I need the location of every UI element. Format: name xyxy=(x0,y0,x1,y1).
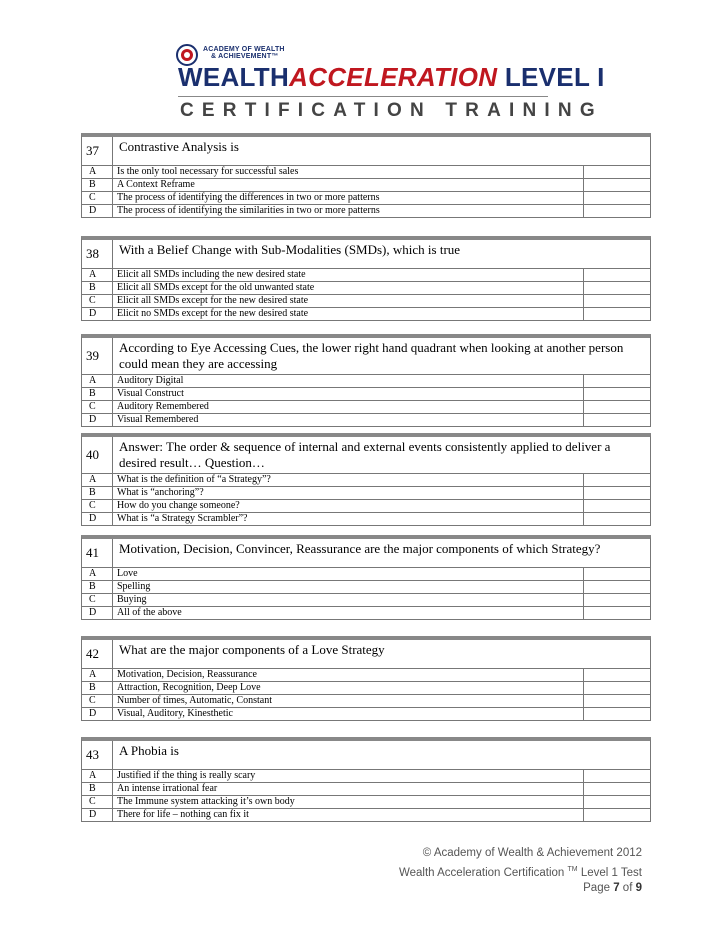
question-header xyxy=(82,539,650,568)
answer-row xyxy=(82,783,650,796)
answer-mark-box[interactable] xyxy=(584,308,650,320)
question-number: 37 xyxy=(82,137,113,165)
answer-row xyxy=(82,308,650,320)
answer-letter: D xyxy=(82,205,113,217)
question-table xyxy=(81,334,651,427)
answer-text: The Immune system attacking it’s own body xyxy=(113,796,584,808)
answer-mark-box[interactable] xyxy=(584,166,650,178)
answer-text: Spelling xyxy=(113,581,584,593)
answer-text: What is “a Strategy Scrambler”? xyxy=(113,513,584,525)
answer-letter: B xyxy=(82,282,113,294)
answer-row xyxy=(82,474,650,487)
answer-mark-box[interactable] xyxy=(584,682,650,694)
answer-letter: B xyxy=(82,388,113,400)
question-header xyxy=(82,741,650,770)
answer-row xyxy=(82,282,650,295)
answer-letter: D xyxy=(82,607,113,619)
answer-mark-box[interactable] xyxy=(584,269,650,281)
question-number: 38 xyxy=(82,240,113,268)
copyright-line: © Academy of Wealth & Achievement 2012 xyxy=(422,847,642,859)
answer-letter: B xyxy=(82,682,113,694)
question-text: Contrastive Analysis is xyxy=(119,139,239,154)
answer-letter: C xyxy=(82,401,113,413)
academy-name: ACADEMY OF WEALTH & ACHIEVEMENT™ xyxy=(203,46,285,60)
answer-row xyxy=(82,269,650,282)
answer-mark-box[interactable] xyxy=(584,568,650,580)
question-number: 41 xyxy=(82,539,113,567)
answer-row xyxy=(82,809,650,821)
answer-row xyxy=(82,414,650,426)
answer-mark-box[interactable] xyxy=(584,500,650,512)
question-table xyxy=(81,236,651,321)
answer-row xyxy=(82,487,650,500)
answer-text: Visual Construct xyxy=(113,388,584,400)
answer-letter: A xyxy=(82,669,113,681)
answer-mark-box[interactable] xyxy=(584,375,650,387)
answer-row xyxy=(82,568,650,581)
answer-letter: D xyxy=(82,809,113,821)
banner-title: WEALTHACCELERATION LEVEL I xyxy=(178,62,605,92)
answer-row xyxy=(82,401,650,414)
answer-text: What is “anchoring”? xyxy=(113,487,584,499)
answer-mark-box[interactable] xyxy=(584,487,650,499)
answer-letter: A xyxy=(82,166,113,178)
answer-mark-box[interactable] xyxy=(584,192,650,204)
question-text: A Phobia is xyxy=(119,743,179,758)
page-footer xyxy=(399,846,642,896)
answer-text: A Context Reframe xyxy=(113,179,584,191)
answer-row xyxy=(82,682,650,695)
answer-letter: A xyxy=(82,375,113,387)
answer-mark-box[interactable] xyxy=(584,295,650,307)
answer-letter: B xyxy=(82,179,113,191)
question-number: 40 xyxy=(82,437,113,473)
answer-letter: B xyxy=(82,487,113,499)
answer-row xyxy=(82,205,650,217)
answer-text: There for life – nothing can fix it xyxy=(113,809,584,821)
answer-mark-box[interactable] xyxy=(584,179,650,191)
answer-row xyxy=(82,770,650,783)
question-header xyxy=(82,338,650,375)
answer-mark-box[interactable] xyxy=(584,695,650,707)
answer-letter: C xyxy=(82,796,113,808)
answer-letter: A xyxy=(82,770,113,782)
answer-text: Justified if the thing is really scary xyxy=(113,770,584,782)
question-header xyxy=(82,437,650,474)
question-number: 39 xyxy=(82,338,113,374)
banner-divider xyxy=(178,96,548,97)
answer-text: Buying xyxy=(113,594,584,606)
question-text: Answer: The order & sequence of internal and external events consistently applied to deliver a desired result… Question… xyxy=(119,439,611,470)
answer-text: How do you change someone? xyxy=(113,500,584,512)
answer-text: Visual, Auditory, Kinesthetic xyxy=(113,708,584,720)
question-table xyxy=(81,133,651,218)
answer-text: An intense irrational fear xyxy=(113,783,584,795)
answer-text: The process of identifying the similarities in two or more patterns xyxy=(113,205,584,217)
banner-subtitle: CERTIFICATION TRAINING xyxy=(180,100,603,121)
question-table xyxy=(81,737,651,822)
answer-row xyxy=(82,192,650,205)
answer-letter: C xyxy=(82,594,113,606)
answer-text: Elicit all SMDs including the new desired state xyxy=(113,269,584,281)
answer-mark-box[interactable] xyxy=(584,708,650,720)
answer-mark-box[interactable] xyxy=(584,205,650,217)
answer-row xyxy=(82,500,650,513)
answer-letter: A xyxy=(82,568,113,580)
question-table xyxy=(81,433,651,526)
question-header xyxy=(82,240,650,269)
answer-letter: D xyxy=(82,513,113,525)
answer-text: All of the above xyxy=(113,607,584,619)
answer-text: Number of times, Automatic, Constant xyxy=(113,695,584,707)
answer-letter: A xyxy=(82,474,113,486)
answer-letter: D xyxy=(82,708,113,720)
answer-mark-box[interactable] xyxy=(584,401,650,413)
answer-mark-box[interactable] xyxy=(584,796,650,808)
answer-mark-box[interactable] xyxy=(584,809,650,821)
page-number: Page 7 of 9 xyxy=(583,881,642,894)
answer-letter: C xyxy=(82,192,113,204)
answer-text: Attraction, Recognition, Deep Love xyxy=(113,682,584,694)
answer-letter: A xyxy=(82,269,113,281)
answer-row xyxy=(82,796,650,809)
answer-mark-box[interactable] xyxy=(584,669,650,681)
answer-row xyxy=(82,581,650,594)
answer-mark-box[interactable] xyxy=(584,594,650,606)
question-number: 42 xyxy=(82,640,113,668)
answer-row xyxy=(82,607,650,619)
answer-letter: C xyxy=(82,695,113,707)
answer-text: Is the only tool necessary for successful sales xyxy=(113,166,584,178)
answer-text: Visual Remembered xyxy=(113,414,584,426)
question-table xyxy=(81,636,651,721)
question-number: 43 xyxy=(82,741,113,769)
answer-text: Elicit all SMDs except for the old unwanted state xyxy=(113,282,584,294)
answer-row xyxy=(82,388,650,401)
question-text: With a Belief Change with Sub-Modalities (SMDs), which is true xyxy=(119,242,461,257)
answer-letter: B xyxy=(82,783,113,795)
answer-text: Auditory Remembered xyxy=(113,401,584,413)
answer-letter: C xyxy=(82,500,113,512)
answer-letter: C xyxy=(82,295,113,307)
answer-mark-box[interactable] xyxy=(584,607,650,619)
question-header xyxy=(82,137,650,166)
question-table xyxy=(81,535,651,620)
answer-letter: B xyxy=(82,581,113,593)
answer-text: Elicit no SMDs except for the new desired state xyxy=(113,308,584,320)
answer-text: Love xyxy=(113,568,584,580)
answer-text: Motivation, Decision, Reassurance xyxy=(113,669,584,681)
answer-row xyxy=(82,179,650,192)
certification-line: Wealth Acceleration Certification ™ Level 1 Test xyxy=(398,865,642,879)
answer-mark-box[interactable] xyxy=(584,388,650,400)
answer-mark-box[interactable] xyxy=(584,770,650,782)
answer-text: Elicit all SMDs except for the new desired state xyxy=(113,295,584,307)
question-text: According to Eye Accessing Cues, the lower right hand quadrant when looking at another person could mean they are accessing xyxy=(119,340,624,371)
answer-text: What is the definition of “a Strategy”? xyxy=(113,474,584,486)
answer-text: Auditory Digital xyxy=(113,375,584,387)
answer-row xyxy=(82,669,650,682)
answer-mark-box[interactable] xyxy=(584,513,650,525)
question-text: What are the major components of a Love Strategy xyxy=(119,642,385,657)
answer-letter: D xyxy=(82,414,113,426)
answer-mark-box[interactable] xyxy=(584,783,650,795)
answer-mark-box[interactable] xyxy=(584,581,650,593)
answer-row xyxy=(82,166,650,179)
answer-row xyxy=(82,375,650,388)
answer-mark-box[interactable] xyxy=(584,474,650,486)
question-header xyxy=(82,640,650,669)
document-header xyxy=(0,0,728,130)
answer-row xyxy=(82,695,650,708)
answer-letter: D xyxy=(82,308,113,320)
answer-mark-box[interactable] xyxy=(584,282,650,294)
answer-row xyxy=(82,708,650,720)
answer-row xyxy=(82,295,650,308)
answer-row xyxy=(82,513,650,525)
answer-row xyxy=(82,594,650,607)
answer-text: The process of identifying the differences in two or more patterns xyxy=(113,192,584,204)
question-text: Motivation, Decision, Convincer, Reassurance are the major components of which Strategy? xyxy=(119,541,601,556)
answer-mark-box[interactable] xyxy=(584,414,650,426)
